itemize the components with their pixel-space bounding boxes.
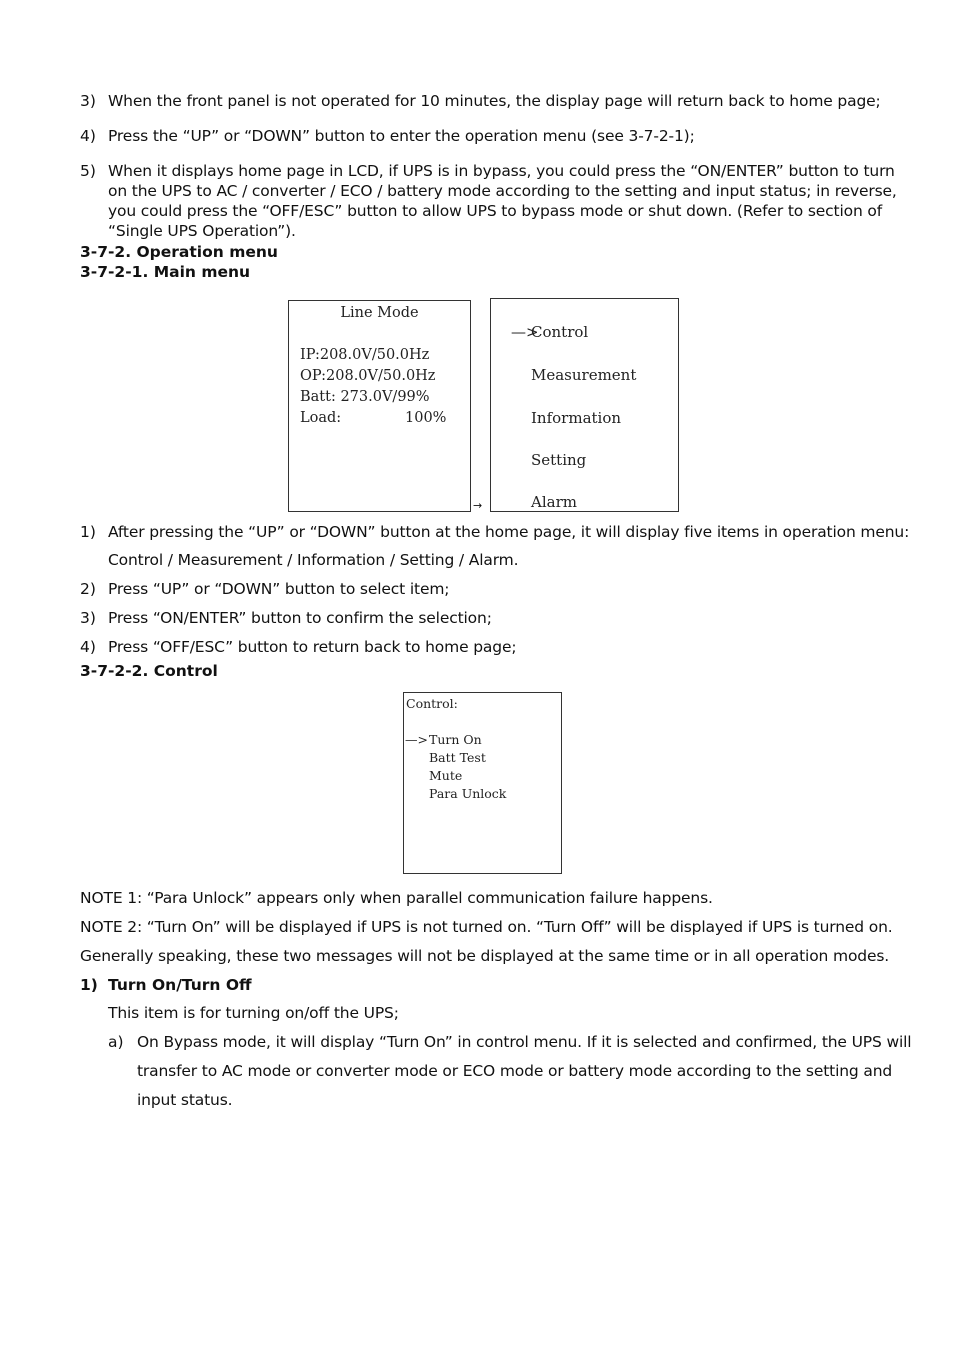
lcd-control-item-mute: Mute [429, 768, 463, 783]
lcd-control-item-para-unlock: Para Unlock [429, 786, 507, 801]
lcd-mode-title: Line Mode [340, 305, 419, 321]
lcd-control-title: Control: [406, 696, 458, 711]
list-number: 1) [80, 976, 98, 994]
list-number: 4) [80, 127, 96, 145]
lcd-selection-pointer-icon: —> [511, 323, 539, 341]
lcd-menu-item-alarm: Alarm [531, 493, 577, 511]
lcd-load-value: 100% [405, 410, 447, 426]
lcd-control-screen [403, 692, 562, 874]
arrow-right-icon: → [473, 499, 483, 512]
lcd-menu-item-measurement: Measurement [531, 366, 637, 384]
sub-list-text: On Bypass mode, it will display “Turn On” in control menu. If it is selected and confirmed, the UPS will [137, 1033, 912, 1051]
lcd-output-readout: OP:208.0V/50.0Hz [300, 368, 436, 384]
list-number: 3) [80, 609, 96, 627]
lcd-menu-screen [490, 298, 679, 512]
list-item-text: When the front panel is not operated for 10 minutes, the display page will return back to home page; [108, 92, 881, 110]
list-item-text: Control / Measurement / Information / Setting / Alarm. [108, 551, 519, 569]
sub-list-text: transfer to AC mode or converter mode or ECO mode or battery mode according to the setting and [137, 1062, 893, 1080]
list-number: 2) [80, 580, 96, 598]
list-item-text: After pressing the “UP” or “DOWN” button at the home page, it will display five items in operation menu: [108, 523, 910, 541]
sub-list-letter: a) [108, 1033, 124, 1051]
item-heading: Turn On/Turn Off [108, 976, 252, 994]
lcd-input-readout: IP:208.0V/50.0Hz [300, 347, 430, 363]
subsection-heading: 3-7-2-1. Main menu [80, 263, 251, 281]
list-item-text: Press “UP” or “DOWN” button to select item; [108, 580, 450, 598]
list-item-text: When it displays home page in LCD, if UPS is in bypass, you could press the “ON/ENTER” button to turn on the UPS to AC / converter / ECO / battery mode according to the setting and input status; in reverse, you could press the “OFF/ESC” button to allow UPS to bypass mode or shut down. (Refer to section of “Single UPS Operation”). [108, 162, 897, 240]
lcd-menu-item-information: Information [531, 409, 622, 427]
list-number: 4) [80, 638, 96, 656]
note-2-line: Generally speaking, these two messages will not be displayed at the same time or in all operation modes. [80, 947, 890, 965]
list-item-text: Press “OFF/ESC” button to return back to home page; [108, 638, 517, 656]
sub-list-text: input status. [137, 1091, 233, 1109]
lcd-home-screen [288, 300, 471, 512]
lcd-menu-item-control: Control [531, 323, 589, 341]
lcd-control-item-batt-test: Batt Test [429, 750, 486, 765]
list-item-text: Press the “UP” or “DOWN” button to enter the operation menu (see 3-7-2-1); [108, 127, 695, 145]
list-number: 3) [80, 92, 96, 110]
lcd-menu-item-setting: Setting [531, 451, 587, 469]
lcd-selection-pointer-icon: —> [405, 732, 428, 747]
list-item-text: Press “ON/ENTER” button to confirm the selection; [108, 609, 492, 627]
note-2-line: NOTE 2: “Turn On” will be displayed if UPS is not turned on. “Turn Off” will be displayed if UPS is turned on. [80, 918, 893, 936]
lcd-control-item-turn-on: Turn On [429, 732, 482, 747]
subsection-heading: 3-7-2-2. Control [80, 662, 218, 680]
list-number: 1) [80, 523, 96, 541]
note-1: NOTE 1: “Para Unlock” appears only when parallel communication failure happens. [80, 889, 713, 907]
item-description: This item is for turning on/off the UPS; [108, 1004, 399, 1022]
lcd-battery-readout: Batt: 273.0V/99% [300, 389, 430, 405]
section-heading: 3-7-2. Operation menu [80, 243, 278, 261]
list-number: 5) [80, 162, 96, 180]
lcd-load-label: Load: [300, 410, 342, 426]
